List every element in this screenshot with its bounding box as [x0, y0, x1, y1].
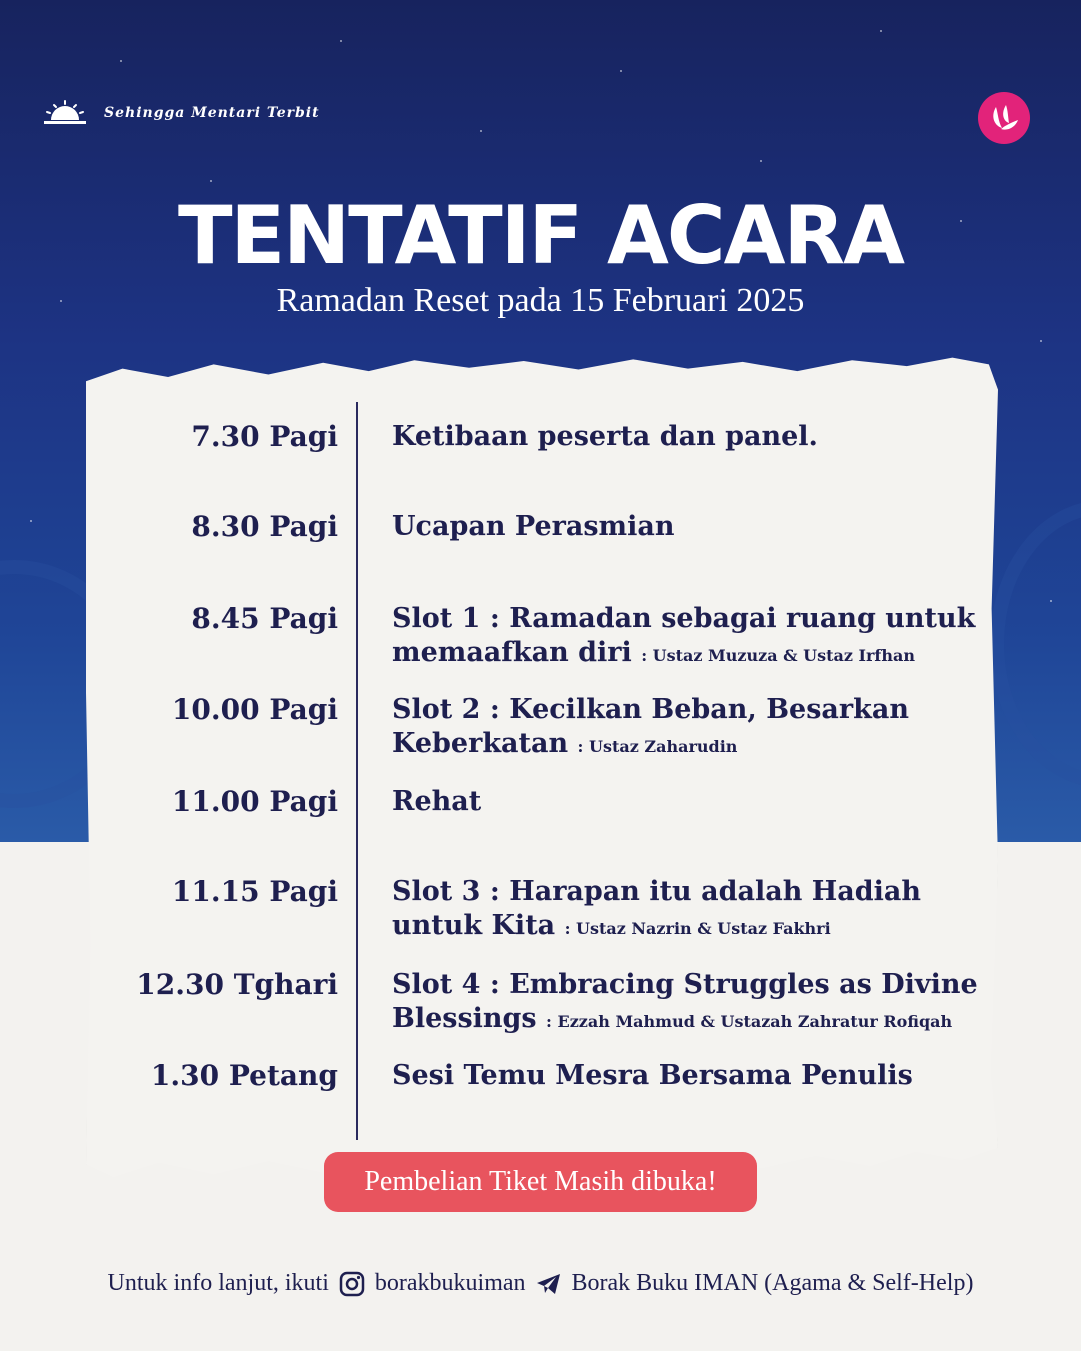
schedule-title-text: Ketibaan peserta dan panel.: [392, 421, 818, 452]
schedule-time: 12.30 Tghari: [136, 968, 338, 1001]
schedule-title: [392, 420, 992, 454]
schedule-title: [392, 510, 992, 544]
schedule-title-text: Ucapan Perasmian: [392, 511, 675, 542]
schedule-speaker: : Ustaz Nazrin & Ustaz Fakhri: [564, 919, 831, 938]
schedule-title: [392, 785, 992, 819]
schedule-time: 11.00 Pagi: [171, 785, 338, 818]
buy-ticket-button[interactable]: Pembelian Tiket Masih dibuka!: [324, 1152, 757, 1212]
footer-info: [0, 1270, 1081, 1297]
brand-logo-icon: [987, 101, 1021, 135]
footer-prefix: Untuk info lanjut, ikuti: [107, 1270, 329, 1296]
schedule-speaker: : Ezzah Mahmud & Ustazah Zahratur Rofiqah: [546, 1012, 953, 1031]
telegram-channel[interactable]: Borak Buku IMAN (Agama & Self-Help): [571, 1270, 974, 1296]
schedule-time: 7.30 Pagi: [191, 420, 338, 453]
schedule-title: [392, 1059, 992, 1093]
schedule-divider: [356, 402, 358, 1140]
schedule-title-text: Sesi Temu Mesra Bersama Penulis: [392, 1060, 913, 1091]
schedule-time: 11.15 Pagi: [171, 875, 338, 908]
schedule-time: 10.00 Pagi: [171, 693, 338, 726]
page-subtitle: Ramadan Reset pada 15 Februari 2025: [276, 282, 805, 319]
schedule-time: 8.45 Pagi: [191, 602, 338, 635]
schedule-title-text: Slot 4 : Embracing Struggles as Divine Blessings: [392, 969, 978, 1034]
schedule-time: 8.30 Pagi: [191, 510, 338, 543]
schedule-title: [392, 602, 992, 673]
schedule-title-text: Rehat: [392, 786, 482, 817]
schedule-title: [392, 968, 992, 1039]
schedule-title-text: Slot 2 : Kecilkan Beban, Besarkan Keberkatan: [392, 694, 909, 759]
schedule-title-text: Slot 3 : Harapan itu adalah Hadiah untuk Kita: [392, 876, 921, 941]
schedule-title-text: Slot 1 : Ramadan sebagai ruang untuk memaafkan diri: [392, 603, 976, 668]
brand-tagline-text: Sehingga Mentari Terbit: [104, 105, 320, 121]
schedule-title: [392, 693, 992, 764]
telegram-icon: [536, 1272, 562, 1296]
schedule-time: 1.30 Petang: [150, 1059, 338, 1092]
page-title: TENTATIF ACARA: [177, 189, 904, 282]
schedule-title: [392, 875, 992, 946]
schedule-speaker: : Ustaz Zaharudin: [577, 737, 738, 756]
schedule-speaker: : Ustaz Muzuza & Ustaz Irfhan: [641, 646, 915, 665]
sunrise-icon: [42, 100, 88, 126]
instagram-icon: [339, 1271, 365, 1297]
brand-logo: [978, 92, 1030, 144]
brand-tagline: [42, 100, 320, 126]
instagram-handle[interactable]: borakbukuiman: [374, 1270, 526, 1296]
